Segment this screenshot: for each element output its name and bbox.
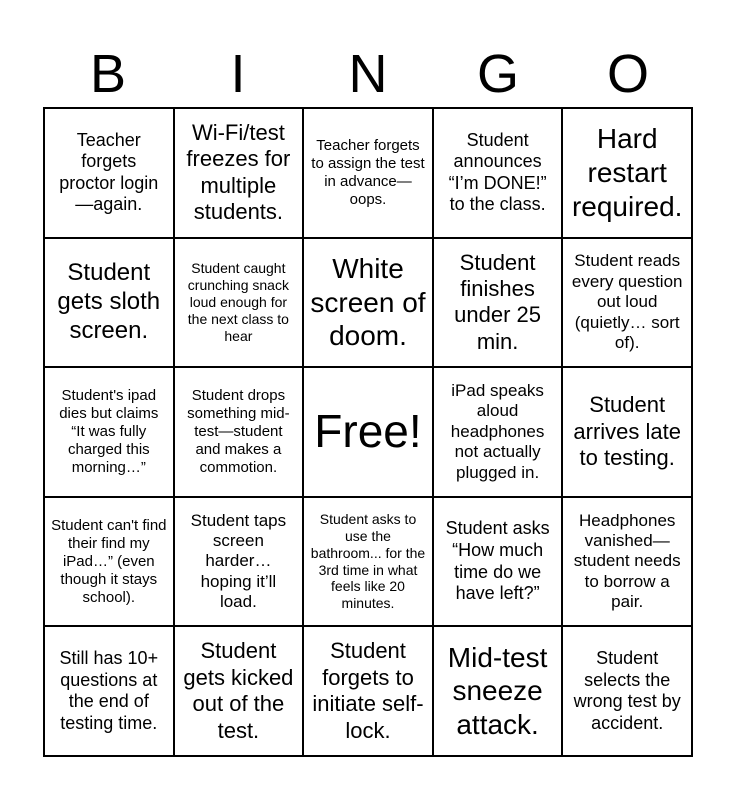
- cell-text: Student gets sloth screen.: [57, 259, 161, 344]
- cell-text: Headphones vanished—student needs to borrow a pair.: [573, 510, 681, 612]
- cell-text: Student asks to use the bathroom... for the 3rd time in what feels like 20 minutes.: [310, 511, 426, 612]
- header-letter-o: O: [606, 44, 649, 104]
- cell-text: Student drops something mid-test—student and makes a commotion.: [187, 386, 290, 476]
- cell-text: Still has 10+ questions at the end of testing time.: [59, 648, 159, 733]
- free-space[interactable]: [303, 367, 433, 497]
- bingo-cell[interactable]: [562, 497, 692, 627]
- header-letter-n: N: [348, 44, 388, 104]
- bingo-cell[interactable]: [303, 626, 433, 756]
- cell-text: Student forgets to initiate self-lock.: [312, 638, 424, 743]
- cell-text: Student finishes under 25 min.: [454, 249, 542, 354]
- bingo-cell[interactable]: [433, 238, 563, 368]
- cell-text: Hard restart required.: [571, 123, 683, 222]
- cell-text: White screen of doom.: [310, 253, 426, 352]
- bingo-cell[interactable]: [433, 497, 563, 627]
- bingo-cell[interactable]: [44, 626, 174, 756]
- bingo-cell[interactable]: [303, 108, 433, 238]
- header-letter-g: G: [476, 44, 519, 104]
- bingo-cell[interactable]: [562, 238, 692, 368]
- bingo-cell[interactable]: [174, 108, 304, 238]
- header-letter-i: I: [230, 44, 246, 104]
- bingo-cell[interactable]: [303, 238, 433, 368]
- bingo-cell[interactable]: [433, 626, 563, 756]
- bingo-cell[interactable]: [433, 108, 563, 238]
- cell-text: Student announces “I’m DONE!” to the class.: [448, 129, 547, 215]
- cell-text: Student gets kicked out of the test.: [183, 638, 294, 743]
- bingo-cell[interactable]: [562, 626, 692, 756]
- bingo-cell[interactable]: [44, 108, 174, 238]
- cell-text: Free!: [314, 405, 422, 458]
- cell-text: iPad speaks aloud headphones not actually plugged in.: [450, 381, 545, 482]
- cell-text: Student's ipad dies but claims “It was fully charged this morning…”: [59, 386, 159, 476]
- cell-text: Teacher forgets proctor login —again.: [59, 129, 159, 215]
- cell-text: Student taps screen harder… hoping it’ll load.: [190, 510, 287, 612]
- bingo-cell[interactable]: [562, 367, 692, 497]
- bingo-cell[interactable]: [174, 497, 304, 627]
- cell-text: Student asks “How much time do we have left?”: [445, 518, 550, 604]
- cell-text: Teacher forgets to assign the test in advance—oops.: [311, 136, 425, 208]
- cell-text: Wi-Fi/test freezes for multiple students.: [186, 120, 291, 225]
- bingo-cell[interactable]: [174, 367, 304, 497]
- header-letter-b: B: [89, 44, 127, 104]
- bingo-cell[interactable]: [44, 367, 174, 497]
- bingo-cell[interactable]: [303, 497, 433, 627]
- bingo-header: [43, 40, 693, 108]
- bingo-cell[interactable]: [44, 497, 174, 627]
- cell-text: Student reads every question out loud (quietly… sort of).: [571, 251, 683, 352]
- bingo-cell[interactable]: [433, 367, 563, 497]
- cell-text: Mid-test sneeze attack.: [447, 641, 548, 740]
- cell-text: Student arrives late to testing.: [573, 392, 681, 471]
- bingo-cell[interactable]: [174, 626, 304, 756]
- bingo-grid: [43, 107, 693, 757]
- bingo-cell[interactable]: [44, 238, 174, 368]
- cell-text: Student can't find their find my iPad…” (even though it stays school).: [51, 516, 167, 606]
- cell-text: Student selects the wrong test by accident.: [573, 648, 681, 733]
- bingo-cell[interactable]: [562, 108, 692, 238]
- cell-text: Student caught crunching snack loud enough for the next class to hear: [187, 260, 289, 344]
- bingo-cell[interactable]: [174, 238, 304, 368]
